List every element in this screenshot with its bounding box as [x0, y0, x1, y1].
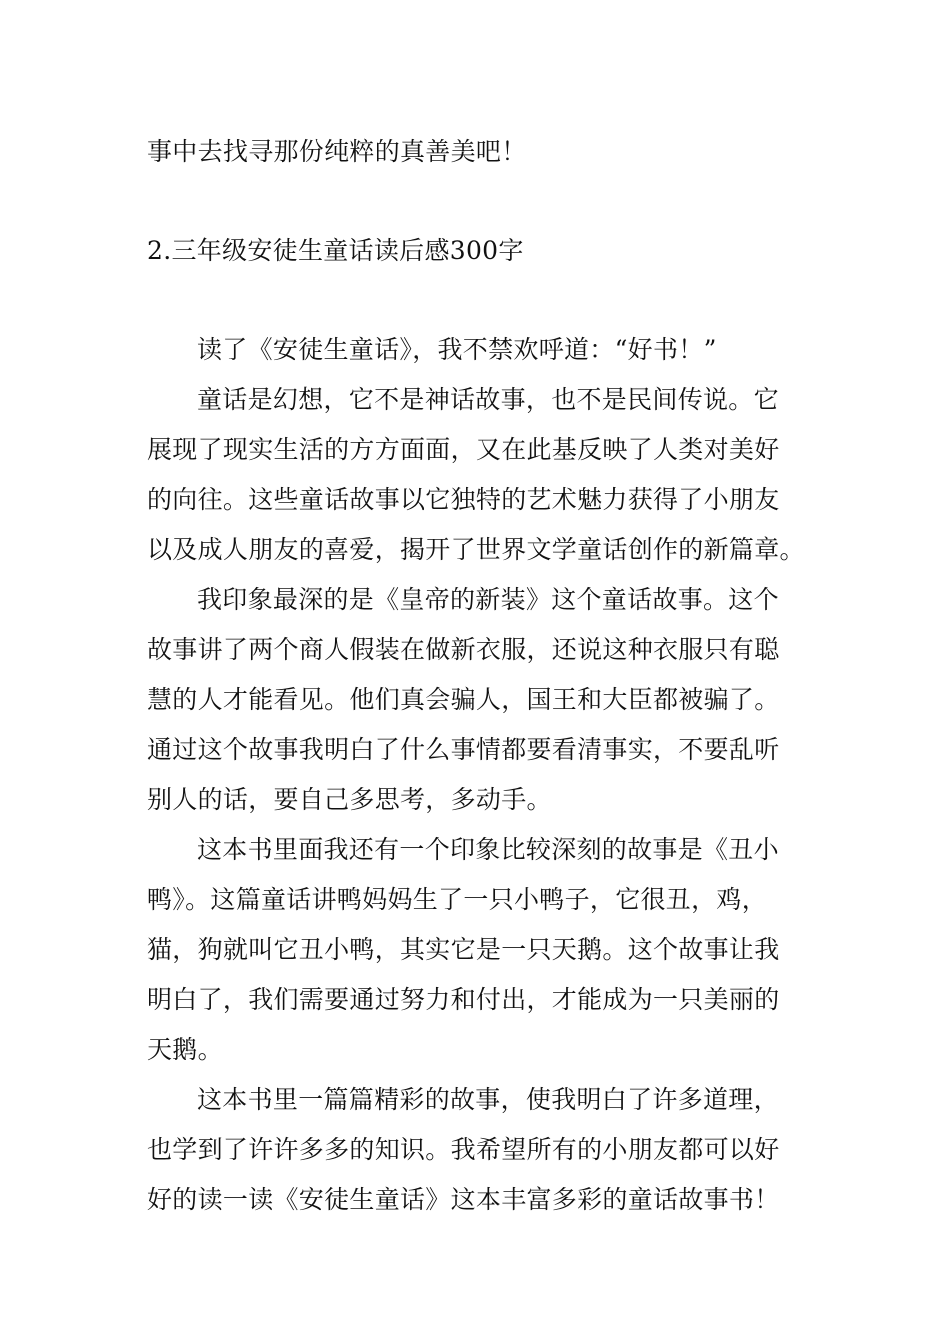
paragraph-line: 我印象最深的是《皇帝的新装》这个童话故事。这个 — [197, 585, 779, 614]
paragraph-line: 天鹅。 — [147, 1035, 223, 1064]
paragraph-line: 读了《安徒生童话》，我不禁欢呼道：“好书！” — [197, 335, 717, 364]
paragraph-line: 这本书里一篇篇精彩的故事，使我明白了许多道理， — [197, 1085, 779, 1114]
paragraph-line: 以及成人朋友的喜爱，揭开了世界文学童话创作的新篇章。 — [147, 535, 805, 564]
paragraph-line: 童话是幻想，它不是神话故事，也不是民间传说。它 — [197, 385, 779, 414]
continuation-line: 事中去找寻那份纯粹的真善美吧！ — [147, 137, 527, 166]
paragraph-line: 鸭》。这篇童话讲鸭妈妈生了一只小鸭子，它很丑，鸡， — [147, 885, 768, 914]
paragraph-line: 猫，狗就叫它丑小鸭，其实它是一只天鹅。这个故事让我 — [147, 935, 780, 964]
section-heading: 2.三年级安徒生童话读后感300字 — [147, 236, 524, 265]
paragraph-line: 的向往。这些童话故事以它独特的艺术魅力获得了小朋友 — [147, 485, 780, 514]
paragraph-line: 慧的人才能看见。他们真会骗人，国王和大臣都被骗了。 — [147, 685, 780, 714]
paragraph-line: 故事讲了两个商人假装在做新衣服，还说这种衣服只有聪 — [147, 635, 780, 664]
paragraph-line: 展现了现实生活的方方面面，又在此基反映了人类对美好 — [147, 435, 780, 464]
paragraph-line: 这本书里面我还有一个印象比较深刻的故事是《丑小 — [197, 835, 779, 864]
paragraph-line: 通过这个故事我明白了什么事情都要看清事实，不要乱听 — [147, 735, 780, 764]
paragraph-line: 别人的话，要自己多思考，多动手。 — [147, 785, 552, 814]
paragraph-line: 也学到了许许多多的知识。我希望所有的小朋友都可以好 — [147, 1135, 780, 1164]
paragraph-line: 好的读一读《安徒生童话》这本丰富多彩的童话故事书！ — [147, 1185, 780, 1214]
paragraph-line: 明白了，我们需要通过努力和付出，才能成为一只美丽的 — [147, 985, 780, 1014]
